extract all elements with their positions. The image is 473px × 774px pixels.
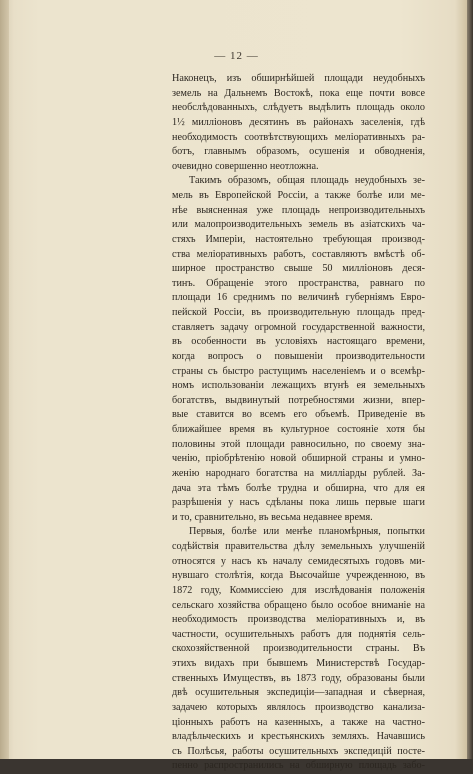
text-line: ства мелioративныхъ работъ, составляютъ вмѣстѣ об-	[172, 248, 425, 260]
text-line: очевидно совершенно неотложна.	[172, 160, 319, 172]
paragraph	[172, 174, 425, 525]
text-line: и то, сравнительно, въ весьма недавнее время.	[172, 511, 373, 523]
text-line: этихъ видахъ при бывшемъ Министерствѣ Государ-	[172, 658, 425, 669]
text-line: необслѣдованныхъ, слѣдуетъ выдѣлить площадь около	[172, 102, 425, 114]
text-line: пейской Россіи, въ производительную площадь пред-	[172, 307, 425, 318]
page-edge	[467, 0, 473, 759]
text-line: ботъ, главнымъ образомъ, осушенія и обводненія,	[172, 146, 425, 158]
text-line: 1872 году, Коммиссіею для изслѣдованія положенія	[172, 584, 425, 596]
text-line: ченію, пріобрѣтенію новой обширной страны и умно-	[172, 453, 425, 465]
text-line: вые ставится во всемъ его объемѣ. Приведеніе въ	[172, 409, 425, 421]
text-line: ственныхъ Имуществъ, въ 1873 году, образованы были	[172, 672, 425, 684]
paragraph	[172, 72, 425, 174]
text-line: ставляетъ задачу огромной государственной важности,	[172, 321, 425, 333]
binding-shadow	[0, 0, 9, 759]
text-line: двѣ осушительныя экспедиціи—западная и сѣверная,	[172, 687, 425, 699]
text-line: Первыя, болѣе или менѣе планомѣрныя, попытки	[189, 526, 425, 538]
paragraph	[172, 525, 425, 774]
page-number: — 12 —	[214, 50, 259, 62]
text-line: или малопроизводительныхъ земель въ азіатскихъ ча-	[172, 219, 425, 231]
text-line: когда вопросъ о повышеніи производительности	[172, 350, 425, 362]
text-line: сельскаго хозяйства обращено было особое вниманіе на	[172, 599, 425, 611]
text-line: номъ использованіи лежащихъ втунѣ ея земельныхъ	[172, 380, 425, 392]
text-line: Наконецъ, изъ обширнѣйшей площади неудобныхъ	[172, 73, 425, 84]
text-line: 1½ милліоновъ десятинъ въ районахъ заселенія, гдѣ	[172, 116, 425, 128]
text-line: необходимость соотвѣтствующихъ мелioративныхъ ра-	[172, 131, 425, 143]
text-line: дача эта тѣмъ болѣе трудна и обширна, что для ея	[172, 482, 425, 494]
text-line: Такимъ образомъ, общая площадь неудобныхъ зе-	[189, 175, 425, 187]
text-line: стяхъ Имперіи, настоятельно требующая производ-	[172, 233, 425, 245]
text-line: разрѣшенія у насъ сдѣланы пока лишь первые шаги	[172, 497, 425, 509]
text-line: владѣльческихъ и крестьянскихъ земляхъ. Начавшись	[172, 731, 425, 743]
text-line: богатствъ, выдвинутый потребностями жизни, впер-	[172, 394, 425, 406]
text-line: страны съ быстро растущимъ населеніемъ и о всемѣр-	[172, 365, 425, 377]
text-line: скохозяйственной производительности страны. Въ	[172, 643, 425, 655]
text-line: въ особенности въ условіяхъ настоящаго времени,	[172, 336, 425, 348]
text-line: женію народнаго богатства на милліарды рублей. За-	[172, 467, 425, 479]
text-line: ширное пространство свыше 50 милліоновъ деся-	[172, 263, 425, 275]
text-line: тинъ. Обращеніе этого пространства, равнаго по	[172, 277, 425, 289]
text-line: ближайшее время въ культурное состояніе хотя бы	[172, 424, 425, 435]
text-line: необходимость производства мелioративныхъ и, въ	[172, 614, 425, 626]
body-text	[172, 72, 425, 774]
text-line: содѣйствія правительства дѣлу земельныхъ улучшеній	[172, 541, 425, 552]
text-line: ціонныхъ работъ на казенныхъ, а также на частно-	[172, 716, 425, 728]
text-line: половины этой площади равносильно, по своему зна-	[172, 438, 425, 450]
text-line: земель на Дальнемъ Востокѣ, пока еще почти вовсе	[172, 87, 425, 99]
text-line: нувшаго столѣтія, когда Высочайше учрежденною, въ	[172, 570, 425, 582]
text-line: мель въ Европейской Россіи, а также болѣе или ме-	[172, 190, 425, 201]
text-line: частности, осушительныхъ работъ для поднятія сель-	[172, 628, 425, 640]
text-line: задачею которыхъ являлось производство канализа-	[172, 701, 425, 713]
text-line: площади 16 среднимъ по величинѣ губерніямъ Евро-	[172, 292, 425, 304]
text-line: нѣе выясненная уже площадь непроизводительныхъ	[172, 204, 425, 216]
text-line: съ Полѣсья, работы осушительныхъ экспедицій посте-	[172, 745, 425, 757]
text-line: относятся у насъ къ началу семидесятыхъ годовъ ми-	[172, 555, 425, 567]
text-line: пенно распространились на обширную площадь забо-	[172, 760, 425, 772]
